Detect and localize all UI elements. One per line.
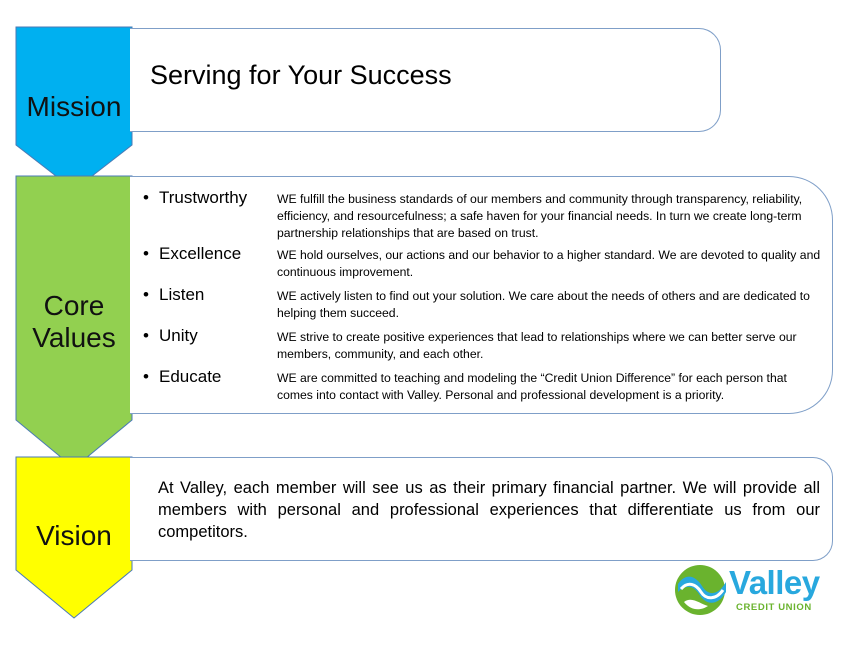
- bullet-icon: •: [143, 244, 149, 263]
- core-values-label-line1: Core: [43, 290, 105, 321]
- core-values-label: [14, 290, 134, 354]
- value-name: Trustworthy: [159, 188, 248, 207]
- mission-statement: Serving for Your Success: [150, 60, 452, 90]
- value-description: WE fulfill the business standards of our members and community through transparency, reliability, efficiency, and resourcefulness; a safe haven for your financial needs. In turn we create long-term partnership relationships that are based on trust.: [277, 192, 803, 240]
- bullet-icon: •: [143, 188, 149, 207]
- value-name: Unity: [159, 326, 198, 345]
- value-description: WE strive to create positive experiences that lead to relationships where we can better serve our members, community, and each other.: [277, 330, 797, 361]
- mission-label: Mission: [26, 91, 122, 122]
- valley-swirl-logo-icon: [672, 562, 732, 622]
- vision-label: Vision: [36, 520, 112, 551]
- bullet-icon: •: [143, 367, 149, 386]
- bullet-icon: •: [143, 326, 149, 345]
- vision-statement: At Valley, each member will see us as their primary financial partner. We will provide all members with personal and professional experiences that differentiate us from our competitors.: [158, 479, 820, 541]
- valley-logo: [672, 560, 842, 622]
- value-name: Excellence: [159, 244, 242, 263]
- value-description: WE are committed to teaching and modeling the “Credit Union Difference” for each person that comes into contact with Valley. Personal and professional development is a priority.: [277, 371, 787, 402]
- value-name: Educate: [159, 367, 222, 386]
- value-description: WE actively listen to find out your solution. We care about the needs of others and are dedicated to helping them succeed.: [277, 289, 810, 320]
- logo-wordmark: Valley: [729, 564, 820, 601]
- bullet-icon: •: [143, 285, 149, 304]
- core-values-label-line2: Values: [32, 322, 116, 354]
- value-description: WE hold ourselves, our actions and our behavior to a higher standard. We are devoted to quality and continuous improvement.: [277, 248, 821, 279]
- value-name: Listen: [159, 285, 205, 304]
- logo-subtitle: CREDIT UNION: [736, 602, 812, 613]
